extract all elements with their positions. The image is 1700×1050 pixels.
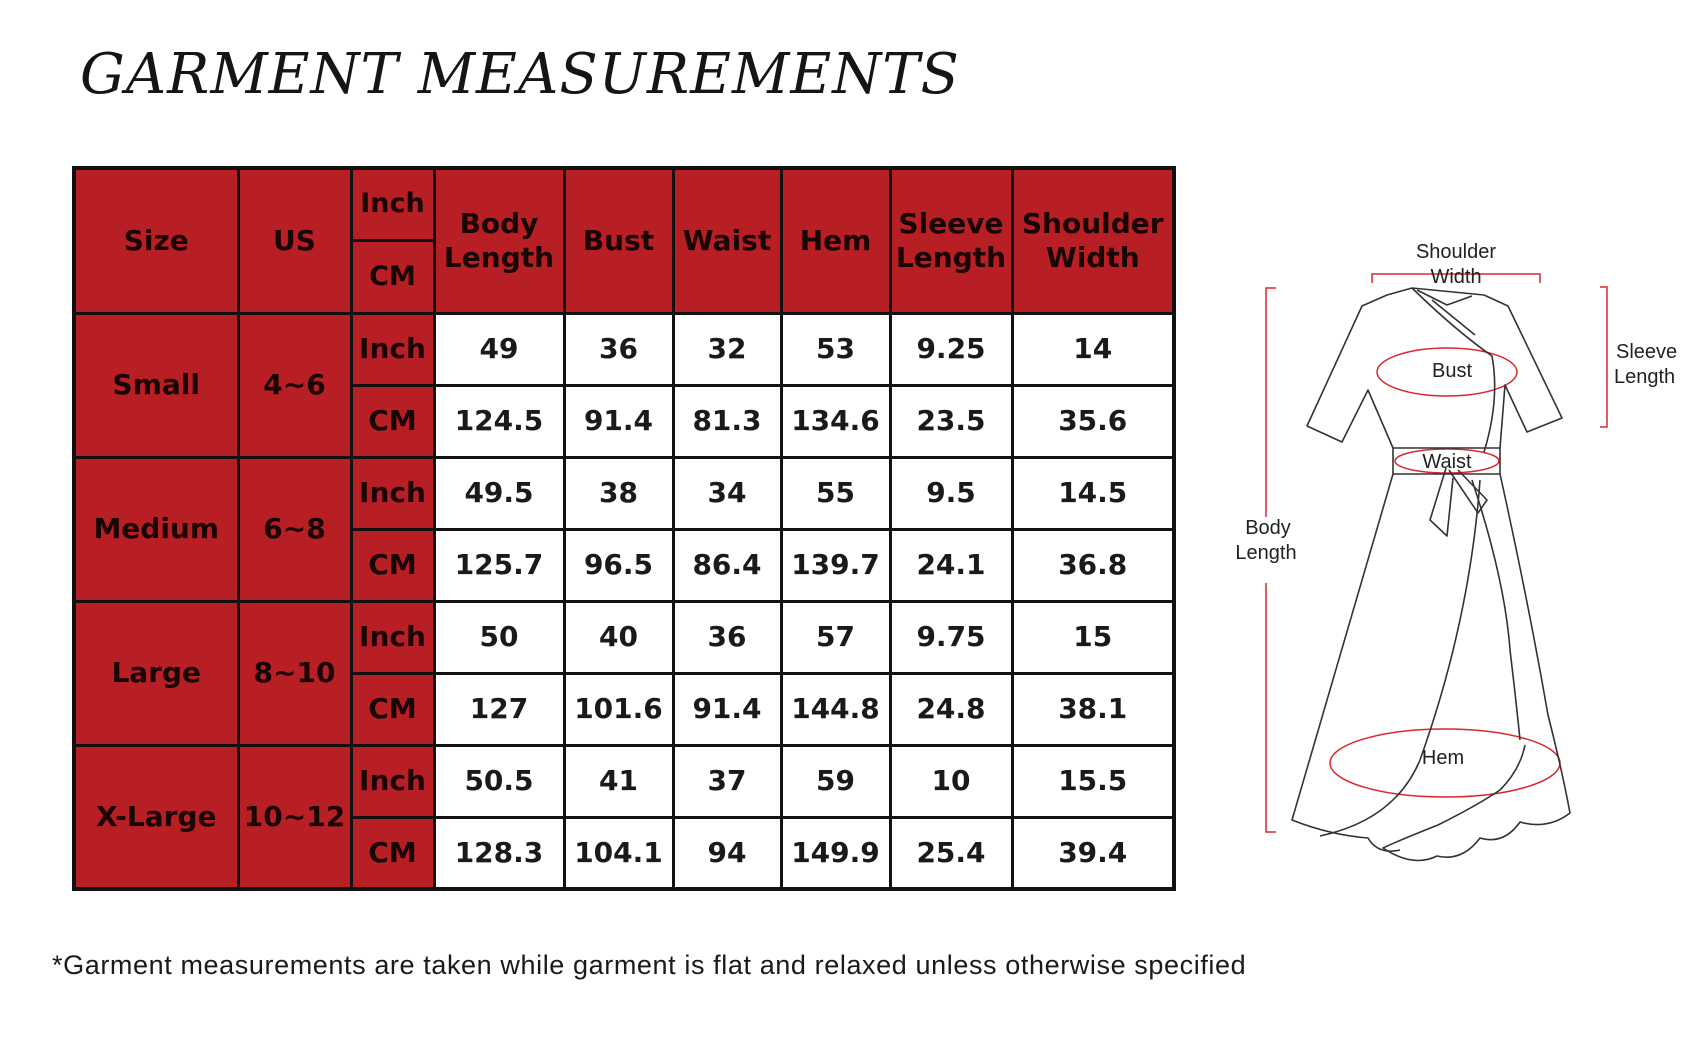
measurement-cell: 14.5 <box>1012 457 1174 529</box>
measurement-cell: 57 <box>781 601 890 673</box>
unit-cell: CM <box>351 385 434 457</box>
measurement-cell: 34 <box>673 457 781 529</box>
measurement-cell: 59 <box>781 745 890 817</box>
unit-cell: Inch <box>351 601 434 673</box>
measurement-cell: 35.6 <box>1012 385 1174 457</box>
measurement-cell: 14 <box>1012 313 1174 385</box>
header-sleeve-length-line1: Sleeve <box>898 207 1004 241</box>
unit-cell: Inch <box>351 457 434 529</box>
header-sleeve-length <box>890 168 1012 313</box>
measurement-cell: 91.4 <box>564 385 673 457</box>
measurement-cell: 55 <box>781 457 890 529</box>
measurement-cell: 101.6 <box>564 673 673 745</box>
header-hem: Hem <box>781 168 890 313</box>
measurement-cell: 15.5 <box>1012 745 1174 817</box>
header-body-length <box>434 168 564 313</box>
header-shoulder-width <box>1012 168 1174 313</box>
diagram-label-bust: Bust <box>1431 360 1473 382</box>
measurement-cell: 144.8 <box>781 673 890 745</box>
size-name-cell: X-Large <box>74 745 238 889</box>
header-unit-inch: Inch <box>353 170 433 242</box>
size-name-cell: Small <box>74 313 238 457</box>
diagram-label-shoulder-width-line2: Width <box>1430 266 1482 288</box>
diagram-label-sleeve-length-line1: Sleeve <box>1616 341 1678 363</box>
sleeve-length-guide <box>1600 287 1607 427</box>
measurement-cell: 40 <box>564 601 673 673</box>
measurement-cell: 124.5 <box>434 385 564 457</box>
measurement-cell: 104.1 <box>564 817 673 889</box>
unit-cell: CM <box>351 673 434 745</box>
page-title: GARMENT MEASUREMENTS <box>80 42 960 107</box>
measurement-cell: 9.25 <box>890 313 1012 385</box>
diagram-label-waist: Waist <box>1422 451 1472 473</box>
table-row <box>74 745 1174 817</box>
us-size-cell: 6~8 <box>238 457 351 601</box>
measurement-cell: 91.4 <box>673 673 781 745</box>
table-row <box>74 601 1174 673</box>
table-row <box>74 457 1174 529</box>
diagram-label-shoulder-width-line1: Shoulder <box>1415 241 1497 263</box>
header-size: Size <box>74 168 238 313</box>
measurement-cell: 15 <box>1012 601 1174 673</box>
measurement-cell: 50 <box>434 601 564 673</box>
header-row <box>74 168 1174 313</box>
header-unit-cm: CM <box>369 260 416 292</box>
header-body-length-line1: Body <box>459 207 539 241</box>
body-length-guide-top <box>1266 288 1276 517</box>
dress-diagram <box>1200 225 1680 885</box>
measurement-cell: 39.4 <box>1012 817 1174 889</box>
measurement-cell: 81.3 <box>673 385 781 457</box>
measurement-cell: 53 <box>781 313 890 385</box>
size-name-cell: Medium <box>74 457 238 601</box>
measurement-cell: 9.75 <box>890 601 1012 673</box>
header-bust: Bust <box>564 168 673 313</box>
unit-cell: CM <box>351 529 434 601</box>
measurement-cell: 128.3 <box>434 817 564 889</box>
measurement-cell: 96.5 <box>564 529 673 601</box>
us-size-cell: 8~10 <box>238 601 351 745</box>
header-shoulder-width-line1: Shoulder <box>1021 207 1164 241</box>
header-us: US <box>238 168 351 313</box>
diagram-label-body-length-line1: Body <box>1245 517 1291 539</box>
us-size-cell: 4~6 <box>238 313 351 457</box>
measurement-cell: 36 <box>564 313 673 385</box>
measurement-cell: 25.4 <box>890 817 1012 889</box>
measurement-cell: 86.4 <box>673 529 781 601</box>
measurement-cell: 9.5 <box>890 457 1012 529</box>
size-chart-table <box>72 166 1176 891</box>
measurement-cell: 139.7 <box>781 529 890 601</box>
size-name-cell: Large <box>74 601 238 745</box>
table-row <box>74 313 1174 385</box>
measurement-cell: 36 <box>673 601 781 673</box>
measurement-cell: 24.8 <box>890 673 1012 745</box>
measurement-cell: 32 <box>673 313 781 385</box>
measurement-cell: 10 <box>890 745 1012 817</box>
measurement-cell: 134.6 <box>781 385 890 457</box>
measurement-cell: 49 <box>434 313 564 385</box>
body-length-guide-bottom <box>1266 583 1276 832</box>
measurement-cell: 36.8 <box>1012 529 1174 601</box>
unit-cell: CM <box>351 817 434 889</box>
measurement-cell: 49.5 <box>434 457 564 529</box>
header-waist: Waist <box>673 168 781 313</box>
measurement-cell: 127 <box>434 673 564 745</box>
footnote: *Garment measurements are taken while garment is flat and relaxed unless otherwise specified <box>52 950 1247 980</box>
header-sleeve-length-line2: Length <box>895 240 1007 274</box>
measurement-cell: 94 <box>673 817 781 889</box>
header-unit <box>351 168 434 313</box>
measurement-cell: 38.1 <box>1012 673 1174 745</box>
diagram-label-body-length-line2: Length <box>1235 542 1297 564</box>
measurement-cell: 37 <box>673 745 781 817</box>
measurement-cell: 23.5 <box>890 385 1012 457</box>
measurement-cell: 125.7 <box>434 529 564 601</box>
measurement-cell: 50.5 <box>434 745 564 817</box>
measurement-cell: 149.9 <box>781 817 890 889</box>
header-body-length-line2: Length <box>443 240 555 274</box>
unit-cell: Inch <box>351 313 434 385</box>
unit-cell: Inch <box>351 745 434 817</box>
diagram-label-sleeve-length-line2: Length <box>1614 366 1676 388</box>
us-size-cell: 10~12 <box>238 745 351 889</box>
header-shoulder-width-line2: Width <box>1045 240 1140 274</box>
diagram-label-hem: Hem <box>1421 747 1465 769</box>
measurement-cell: 41 <box>564 745 673 817</box>
measurement-cell: 24.1 <box>890 529 1012 601</box>
measurement-cell: 38 <box>564 457 673 529</box>
